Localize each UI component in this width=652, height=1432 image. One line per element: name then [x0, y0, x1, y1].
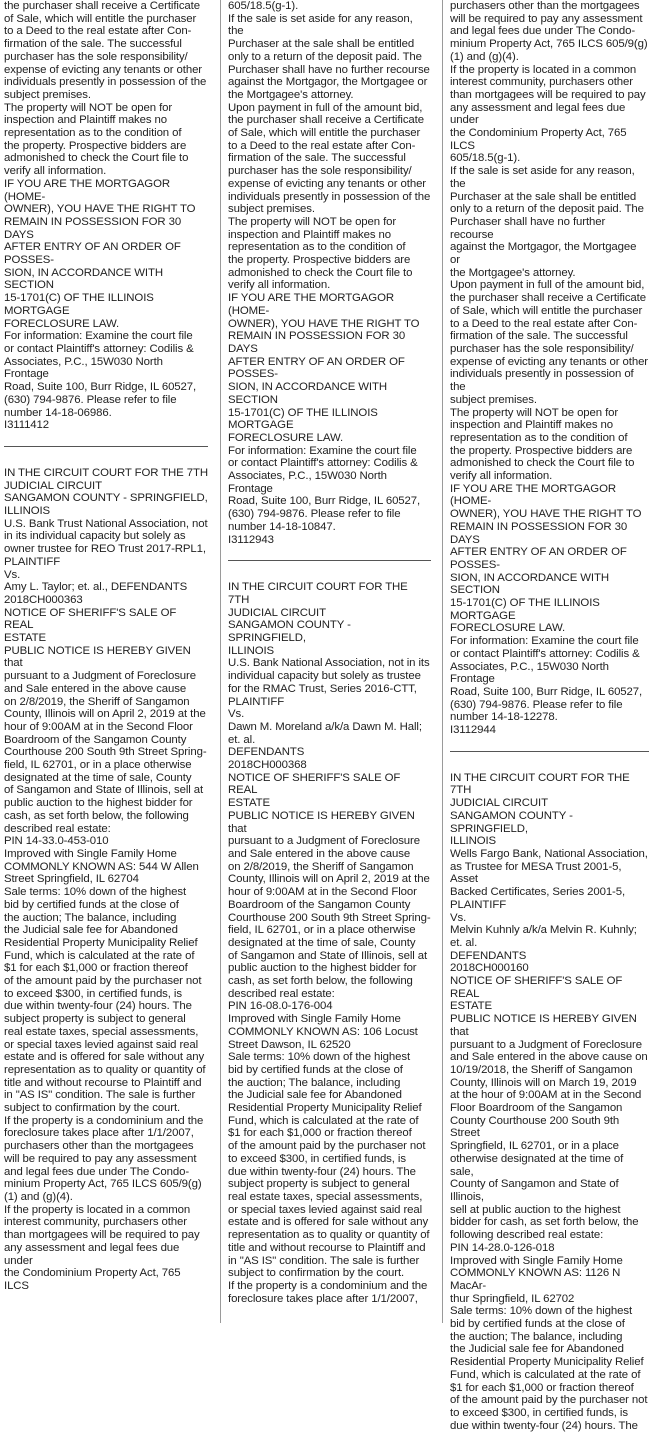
notice-title: NOTICE OF SHERIFF'S SALE OF REAL ESTATE — [4, 606, 177, 645]
defendants: Melvin Kuhnly a/k/a Melvin R. Kuhnly; et. al. — [450, 924, 637, 949]
notice-divider — [4, 446, 208, 447]
paragraph: The property will NOT be open for inspection and Plaintiff makes no representation as to the condition of the property. Prospective bidders are admonished to check the Court file to verify all information. — [4, 101, 189, 178]
county: SANGAMON COUNTY - SPRINGFIELD, ILLINOIS — [228, 619, 351, 657]
paragraph: Improved with Single Family Home — [4, 848, 177, 860]
paragraph: If the property is located in a common interest community, purchasers other than mortgagees will be required to pay any assessment and legal fees due under the Condominium Property Act, 765 ILCS 605/18.5(g-1). — [450, 63, 646, 165]
paragraph: Upon payment in full of the amount bid, the purchaser shall receive a Certificate of Sale, which will entitle the purchaser to a Deed to the real estate after Con- firmation of the sale. The successful purchaser has the sole responsibility/ expense of evicting any tenants or other individuals presently in possession of the subject premises. — [228, 101, 431, 216]
notice-title: NOTICE OF SHERIFF'S SALE OF REAL ESTATE — [228, 771, 401, 810]
column-1 — [4, 0, 208, 1323]
versus: Vs. — [4, 568, 21, 581]
property-address: COMMONLY KNOWN AS: 106 Locust Street Dawson, IL 62520 — [228, 1025, 418, 1051]
defendants-label: DEFENDANTS — [450, 949, 527, 962]
paragraph: 605/18.5(g-1). — [228, 0, 299, 12]
plaintiff: U.S. Bank Trust National Association, not in its individual capacity but solely as owner trustee for REO Trust 2017-RPL1, PLAINTIFF — [4, 517, 208, 568]
defendants-label: DEFENDANTS — [228, 746, 305, 759]
versus: Vs. — [450, 911, 467, 924]
notice-divider — [450, 751, 649, 752]
county: SANGAMON COUNTY - SPRINGFIELD, ILLINOIS — [4, 492, 208, 518]
paragraph: Improved with Single Family Home — [228, 1013, 401, 1026]
column-3 — [450, 0, 649, 1432]
pin: PIN 14-28.0-126-018 — [450, 1241, 555, 1254]
paragraph: For information: Examine the court file or contact Plaintiff's attorney: Codilis & Associates, P.C., 15W030 North Frontage Road, Suite 100, Burr Ridge, IL 60527, (630) 794-9876. Please refer to file number 14-18-10847. — [228, 444, 421, 533]
paragraph: If the sale is set aside for any reason, the Purchaser at the sale shall be entitled only to a return of the deposit paid. The Purchaser shall have no further recourse against the Mortgagor, the Mortgagee or the Mortgagee's attorney. — [228, 12, 430, 101]
paragraph: For information: Examine the court file or contact Plaintiff's attorney: Codilis & Associates, P.C., 15W030 North Frontage Road, Suite 100, Burr Ridge, IL 60527, (630) 794-9876. Please refer to file number 14-18-06986. — [4, 330, 197, 419]
paragraph: PUBLIC NOTICE IS HEREBY GIVEN that pursuant to a Judgment of Foreclosure and Sale entered in the above cause on 10/19/2018, the Sheriff of Sangamon County, Illinois will on March 19, 2019 at the hour of 9:00AM at in the Second Floor Boardroom of the Sangamon County Courthouse 200 South 9th Street Springfield, IL 62701, or in a place otherwise designated at the time of sale, County of Sangamon and State of Illinois, sell at public auction to the highest bidder for cash, as set forth below, the following described real estate: — [450, 1013, 648, 1242]
county: SANGAMON COUNTY - SPRINGFIELD, ILLINOIS — [450, 809, 573, 848]
notice-title: NOTICE OF SHERIFF'S SALE OF REAL ESTATE — [450, 975, 623, 1013]
paragraph: IF YOU ARE THE MORTGAGOR (HOME- OWNER), YOU HAVE THE RIGHT TO REMAIN IN POSSESSION FOR 30 DAYS AFTER ENTRY OF AN ORDER OF POSSES- SION, IN ACCORDANCE WITH SECTION 15-1701(C) OF THE ILLINOIS MORTGAGE FORECLOSURE LAW. — [450, 482, 642, 635]
notice-moreland-continued — [450, 0, 649, 737]
paragraph: If the sale is set aside for any reason, the Purchaser at the sale shall be entitled only to a return of the deposit paid. The Purchaser shall have no further recourse against the Mortgagor, the Mortgagee or the Mortgagee's attorney. — [450, 165, 644, 279]
property-address: COMMONLY KNOWN AS: 1126 N MacAr- thur Springfield, IL 62702 — [450, 1267, 621, 1305]
paragraph: The property will NOT be open for inspection and Plaintiff makes no representation as to the condition of the property. Prospective bidders are admonished to check the Court file to verify all information. — [450, 406, 635, 483]
case-number: 2018CH000368 — [228, 759, 307, 772]
paragraph: purchasers other than the mortgagees will be required to pay any assessment and legal fees due under The Condo- minium Property Act, 765 ILCS 605/9(g) (1) and (g)(4). — [450, 0, 648, 63]
court-name: IN THE CIRCUIT COURT FOR THE 7TH JUDICIAL CIRCUIT — [228, 581, 408, 619]
versus: Vs. — [228, 708, 245, 721]
paragraph: If the property is a condominium and the foreclosure takes place after 1/1/2007, purchasers other than the mortgagees will be required to pay any assessment and legal fees due under The Condo- minium Property Act, 765 ILCS 605/9(g) (1) and (g)(4). — [4, 1114, 204, 1203]
notice-id: I3112944 — [450, 724, 496, 737]
paragraph: The property will NOT be open for inspection and Plaintiff makes no representation as to the condition of the property. Prospective bidders are admonished to check the Court file to verify all information. — [228, 215, 413, 292]
column-2 — [228, 0, 431, 1323]
paragraph: Upon payment in full of the amount bid, the purchaser shall receive a Certificate of Sale, which will entitle the purchaser to a Deed to the real estate after Con- firmation of the sale. The successful purchaser has the sole responsibility/ expense of evicting any tenants or other individuals presently in possession of the subject premises. — [450, 279, 648, 406]
notice-kuhnly — [450, 772, 649, 1432]
notice-divider — [228, 560, 431, 561]
paragraph: IF YOU ARE THE MORTGAGOR (HOME- OWNER), YOU HAVE THE RIGHT TO REMAIN IN POSSESSION FOR 30 DAYS AFTER ENTRY OF AN ORDER OF POSSES- SION, IN ACCORDANCE WITH SECTION 15-1701(C) OF THE ILLINOIS MORTGAGE FORECLOSURE LAW. — [228, 292, 420, 444]
defendants: Dawn M. Moreland a/k/a Dawn M. Hall; et. al. — [228, 720, 422, 746]
notice-id: I3112943 — [228, 533, 274, 546]
paragraph: Improved with Single Family Home — [450, 1254, 623, 1267]
paragraph: IF YOU ARE THE MORTGAGOR (HOME- OWNER), YOU HAVE THE RIGHT TO REMAIN IN POSSESSION FOR 30 DAYS AFTER ENTRY OF AN ORDER OF POSSES- SION, IN ACCORDANCE WITH SECTION 15-1701(C) OF THE ILLINOIS MORTGAGE FORECLOSURE LAW. — [4, 177, 196, 330]
plaintiff: U.S. Bank National Association, not in its individual capacity but solely as trustee for the RMAC Trust, Series 2016-CTT, PLAINTIFF — [228, 657, 430, 708]
paragraph: PUBLIC NOTICE IS HEREBY GIVEN that pursuant to a Judgment of Foreclosure and Sale entered in the above cause on 2/8/2019, the Sheriff of Sangamon County, Illinois will on April 2, 2019 at the hour of 9:00AM at in the Second Floor Boardroom of the Sangamon County Courthouse 200 South 9th Street Spring- field, IL 62701, or in a place otherwise designated at the time of sale, County of Sangamon and State of Illinois, sell at public auction to the highest bidder for cash, as set forth below, the following described real estate: — [4, 644, 207, 835]
notice-moreland — [228, 581, 431, 1305]
court-name: IN THE CIRCUIT COURT FOR THE 7TH JUDICIAL CIRCUIT — [450, 771, 630, 810]
property-address: COMMONLY KNOWN AS: 544 W Allen Street Springfield, IL 62704 — [4, 860, 199, 886]
court-name: IN THE CIRCUIT COURT FOR THE 7TH JUDICIAL CIRCUIT — [4, 466, 208, 492]
paragraph: For information: Examine the court file or contact Plaintiff's attorney: Codilis & Associates, P.C., 15W030 North Frontage Road, Suite 100, Burr Ridge, IL 60527, (630) 794-9876. Please refer to file number 14-18-12278. — [450, 635, 643, 724]
case-number: 2018CH000363 — [4, 593, 83, 606]
paragraph: the purchaser shall receive a Certificate of Sale, which will entitle the purchaser to a Deed to the real estate after Con- firmation of the sale. The successful purchaser has the sole responsibility/ expense of evicting any tenants or other individuals presently in possession of the subject premises. — [4, 0, 207, 101]
paragraph: Sale terms: 10% down of the highest bid by certified funds at the close of the auction; The balance, including the Judicial sale fee for Abandoned Residential Property Municipality Relief Fund, which is calculated at the rate of $1 for each $1,000 or fraction thereof of the amount paid by the purchaser not to exceed $300, in certified funds, is due within twenty-four (24) hours. The subject property is subject to general real estate taxes, special assessments, or special taxes levied against said real estate and is offered for sale without any representation as to quality or quantity of title and without recourse to Plaintiff and in "AS IS" condition. The sale is further subject to confirmation by the court. — [4, 886, 206, 1115]
notice-taylor-continued — [228, 0, 431, 546]
case-number: 2018CH000160 — [450, 962, 529, 975]
defendants: Amy L. Taylor; et. al., DEFENDANTS — [4, 581, 188, 594]
paragraph: Sale terms: 10% down of the highest bid by certified funds at the close of the auction; The balance, including the Judicial sale fee for Abandoned Residential Property Municipality Relief Fund, which is calculated at the rate of $1 for each $1,000 or fraction thereof of the amount paid by the purchaser not to exceed $300, in certified funds, is due within twenty-four (24) hours. The subject property is subject to general real estate taxes, special assessments, or special taxes levied against said real estate and is offered for sale without any representation as to quality or quantity of title and without recourse to Plaintiff and in "AS IS" condition. The sale is further subject to confirmation by the court. — [228, 1051, 430, 1280]
paragraph: PUBLIC NOTICE IS HEREBY GIVEN that pursuant to a Judgment of Foreclosure and Sale entered in the above cause on 2/8/2019, the Sheriff of Sangamon County, Illinois will on April 2, 2019 at the hour of 9:00AM at in the Second Floor Boardroom of the Sangamon County Courthouse 200 South 9th Street Spring- field, IL 62701, or in a place otherwise designated at the time of sale, County of Sangamon and State of Illinois, sell at public auction to the highest bidder for cash, as set forth below, the following described real estate: — [228, 809, 431, 1000]
paragraph: If the property is a condominium and the foreclosure takes place after 1/1/2007, — [228, 1279, 428, 1305]
pin: PIN 14-33.0-453-010 — [4, 835, 109, 848]
column-rule — [442, 0, 443, 1323]
notice-id: I3111412 — [4, 419, 50, 432]
column-rule — [220, 0, 221, 1323]
pin: PIN 16-08.0-176-004 — [228, 1000, 333, 1013]
plaintiff: Wells Fargo Bank, National Association, as Trustee for MESA Trust 2001-5, Asset Backed Certificates, Series 2001-5, PLAINTIFF — [450, 848, 648, 911]
notice-taylor — [4, 467, 208, 1293]
notice-1-continued — [4, 0, 208, 432]
paragraph: Sale terms: 10% down of the highest bid by certified funds at the close of the auction; The balance, including the Judicial sale fee for Abandoned Residential Property Municipality Relief Fund, which is calculated at the rate of $1 for each $1,000 or fraction thereof of the amount paid by the purchaser not to exceed $300, in certified funds, is due within twenty-four (24) hours. The — [450, 1305, 648, 1432]
paragraph: If the property is located in a common interest community, purchasers other than mortgagees will be required to pay any assessment and legal fees due under the Condominium Property Act, 765 ILCS — [4, 1203, 200, 1292]
